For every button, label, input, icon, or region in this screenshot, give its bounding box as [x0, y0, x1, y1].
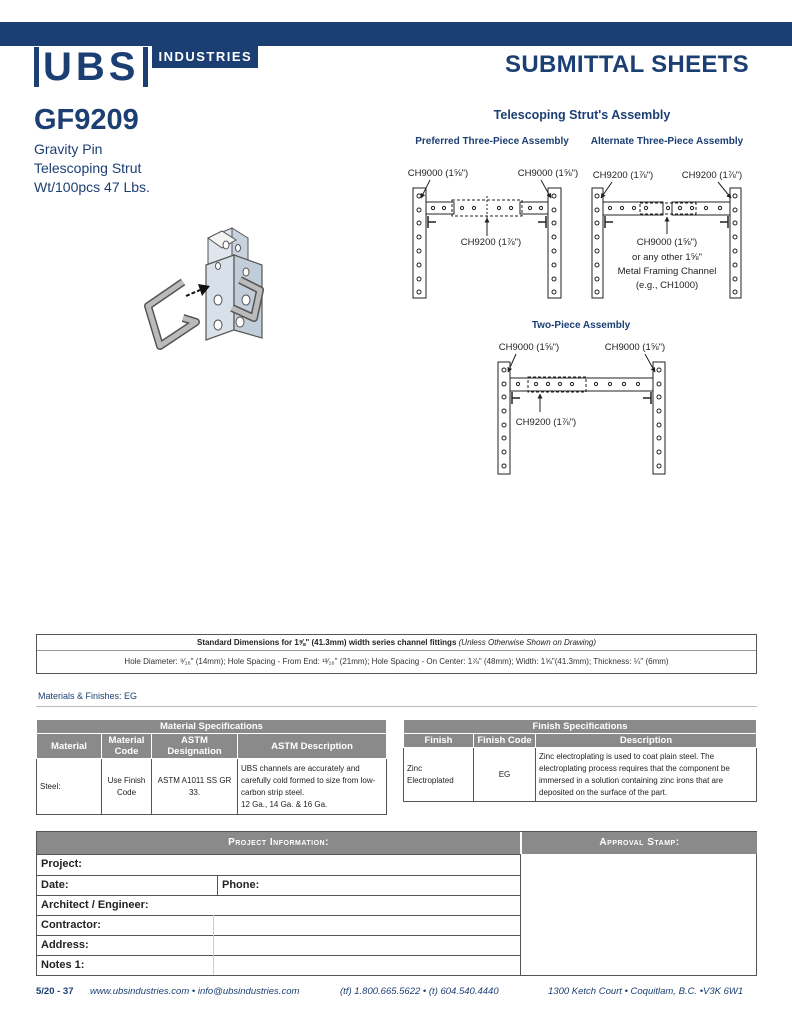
phone-label: Phone: — [222, 879, 260, 891]
product-line-2: Telescoping Strut — [34, 160, 142, 176]
footer-web[interactable]: www.ubsindustries.com • info@ubsindustries.com — [90, 986, 300, 997]
diagram-title: Telescoping Strut's Assembly — [493, 108, 671, 122]
header-finish-description: Description — [536, 734, 757, 748]
two-right-label: CH9000 (1⅝") — [604, 342, 666, 353]
finish-spec-table — [403, 719, 757, 802]
astm-description-cell — [238, 759, 387, 815]
phone-field[interactable] — [217, 876, 259, 896]
architect-field[interactable]: Architect / Engineer: — [37, 895, 520, 915]
finish-description-cell: Zinc electroplating is used to coat plain steel. The electroplating process requires that the component be immersed in a solution containing zinc irons that are deposited on the surface of the part. — [536, 748, 757, 802]
finish-cell: Zinc Electroplated — [404, 748, 474, 802]
two-piece-title: Two-Piece Assembly — [531, 320, 631, 331]
material-cell: Steel: — [37, 759, 102, 815]
material-spec-table — [36, 719, 387, 815]
logo-text: UBS — [43, 45, 140, 89]
pref-left-label: CH9000 (1⅝") — [407, 168, 469, 179]
header-material-code: Material Code — [102, 734, 152, 759]
alt-center-line-2: or any other 1⅝" — [632, 252, 702, 263]
dimensions-values: Hole Diameter: ⁹⁄₁₆" (14mm); Hole Spacing - From End: ¹³⁄₁₆" (21mm); Hole Spacing - On Center: 1⅞" (48mm); Width: 1⅝"(41.3mm); Thickness: ¼" (6mm) — [124, 657, 669, 666]
two-center-label: CH9200 (1⅞") — [515, 417, 577, 428]
dimensions-title-note: (Unless Otherwise Shown on Drawing) — [458, 638, 597, 647]
header-astm-description: ASTM Description — [238, 734, 387, 759]
date-label: Date: — [41, 879, 69, 891]
contractor-field[interactable]: Contractor: — [37, 915, 520, 935]
footer-phones: (tf) 1.800.665.5622 • (t) 604.540.4440 — [340, 986, 499, 997]
material-code-cell: Use Finish Code — [102, 759, 152, 815]
preferred-title: Preferred Three-Piece Assembly — [415, 136, 569, 147]
header-astm-designation: ASTM Designation — [152, 734, 238, 759]
astm-description-text: UBS channels are accurately and carefully cold formed to size from low-carbon strip steel. — [241, 763, 376, 797]
standard-dimensions-box — [36, 634, 757, 674]
two-left-label: CH9000 (1⅝") — [498, 342, 560, 353]
two-piece-assembly-drawing — [498, 354, 665, 474]
dimensions-title: Standard Dimensions for 1⅝" (41.3mm) width series channel fittings — [196, 638, 457, 647]
product-line-1: Gravity Pin — [34, 141, 103, 157]
product-line-3: Wt/100pcs 47 Lbs. — [34, 179, 150, 195]
finish-spec-title: Finish Specifications — [404, 720, 757, 734]
finish-code-cell: EG — [474, 748, 536, 802]
header-finish-code: Finish Code — [474, 734, 536, 748]
dimensions-title-row — [37, 635, 756, 651]
pref-right-label: CH9000 (1⅝") — [517, 168, 579, 179]
pref-center-label: CH9200 (1⅞") — [460, 237, 522, 248]
materials-finishes-label: Materials & Finishes: EG — [38, 691, 138, 701]
alt-left-label: CH9200 (1⅞") — [592, 170, 654, 181]
product-illustration — [148, 228, 262, 346]
address-field[interactable]: Address: — [37, 935, 520, 955]
approval-stamp-header: Approval Stamp: — [521, 832, 757, 854]
header-finish: Finish — [404, 734, 474, 748]
project-field[interactable]: Project: — [37, 854, 520, 874]
project-info-header: Project Information: — [37, 832, 520, 854]
alt-center-line-4: (e.g., CH1000) — [635, 280, 699, 291]
part-number: GF9209 — [34, 104, 139, 136]
date-field[interactable] — [37, 875, 520, 895]
page-title: SUBMITTAL SHEETS — [497, 46, 757, 84]
logo-subtext: INDUSTRIES — [152, 46, 258, 68]
project-information-box — [36, 831, 757, 976]
astm-gauges-text: 12 Ga., 14 Ga. & 16 Ga. — [241, 799, 328, 809]
alt-right-label: CH9200 (1⅞") — [681, 170, 743, 181]
footer-address: 1300 Ketch Court • Coquitlam, B.C. •V3K 6W1 — [548, 986, 744, 997]
divider — [36, 706, 757, 707]
header-material: Material — [37, 734, 102, 759]
footer-page-number: 5/20 - 37 — [36, 986, 74, 997]
astm-designation-cell: ASTM A1011 SS GR 33. — [152, 759, 238, 815]
notes-field[interactable]: Notes 1: — [37, 955, 520, 975]
alt-center-line-3: Metal Framing Channel — [617, 266, 717, 277]
alternate-title: Alternate Three-Piece Assembly — [590, 136, 744, 147]
material-spec-title: Material Specifications — [37, 720, 387, 734]
alt-center-line-1: CH9000 (1⅝") — [636, 237, 698, 248]
